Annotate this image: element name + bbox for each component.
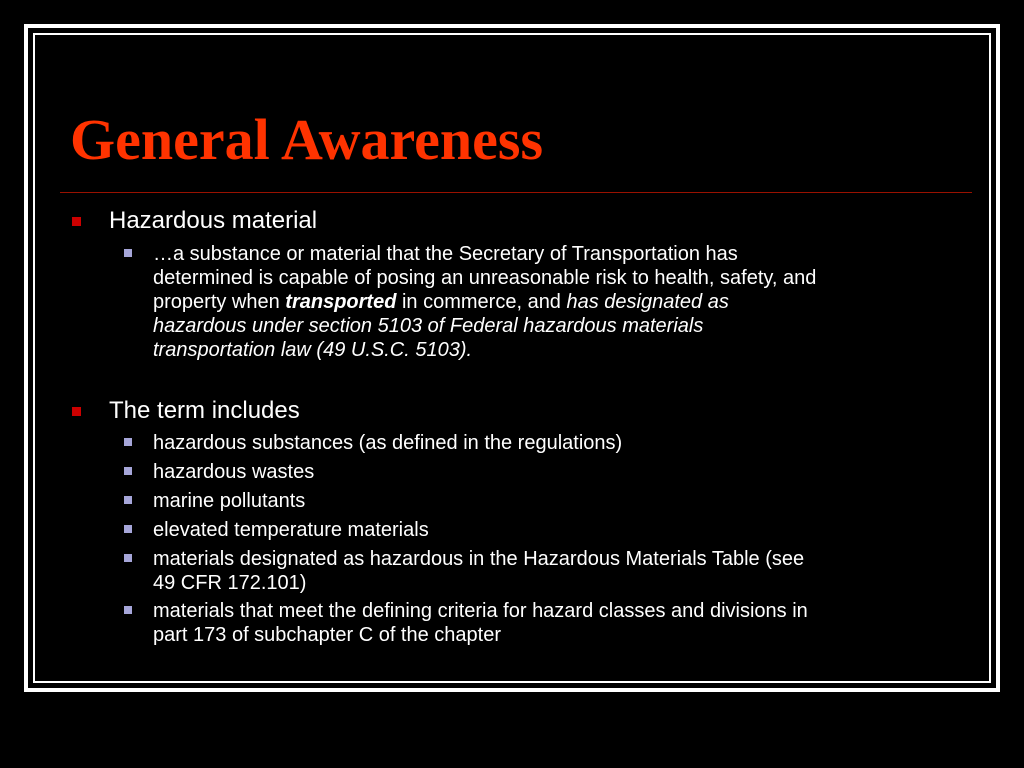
list-item-text: materials that meet the defining criteria for hazard classes and divisions in — [153, 600, 808, 622]
square-bullet-icon — [124, 606, 132, 614]
definition-line: transportation law (49 U.S.C. 5103). — [153, 339, 473, 361]
list-item-text: 49 CFR 172.101) — [153, 572, 307, 594]
square-bullet-icon — [124, 467, 132, 475]
list-item-text: part 173 of subchapter C of the chapter — [153, 624, 501, 646]
square-bullet-icon — [124, 525, 132, 533]
list-item-text: hazardous wastes — [153, 461, 315, 483]
square-bullet-icon — [124, 554, 132, 562]
definition-line — [153, 290, 816, 314]
square-bullet-icon — [124, 249, 132, 257]
bullet-heading: The term includes — [109, 397, 300, 424]
square-bullet-icon — [72, 407, 81, 416]
definition-line: …a substance or material that the Secretary of Transportation has — [153, 243, 738, 265]
definition-text — [153, 242, 816, 362]
square-bullet-icon — [124, 496, 132, 504]
italic-segment: has designated as — [566, 291, 729, 313]
list-item-text: elevated temperature materials — [153, 519, 429, 541]
title-divider — [60, 192, 972, 193]
square-bullet-icon — [124, 438, 132, 446]
square-bullet-icon — [72, 217, 81, 226]
definition-line: determined is capable of posing an unreasonable risk to health, safety, and — [153, 267, 817, 289]
slide-title: General Awareness — [70, 107, 544, 172]
list-item-text: marine pollutants — [153, 490, 306, 512]
list-item-text: materials designated as hazardous in the Hazardous Materials Table (see — [153, 548, 805, 570]
definition-segment: in commerce, and — [396, 291, 567, 313]
list-item-text: hazardous substances (as defined in the regulations) — [153, 432, 623, 454]
bullet-heading: Hazardous material — [109, 207, 318, 234]
definition-line: hazardous under section 5103 of Federal hazardous materials — [153, 315, 704, 337]
definition-segment: property when — [153, 291, 286, 313]
emphasis-transported: transported — [285, 291, 397, 313]
